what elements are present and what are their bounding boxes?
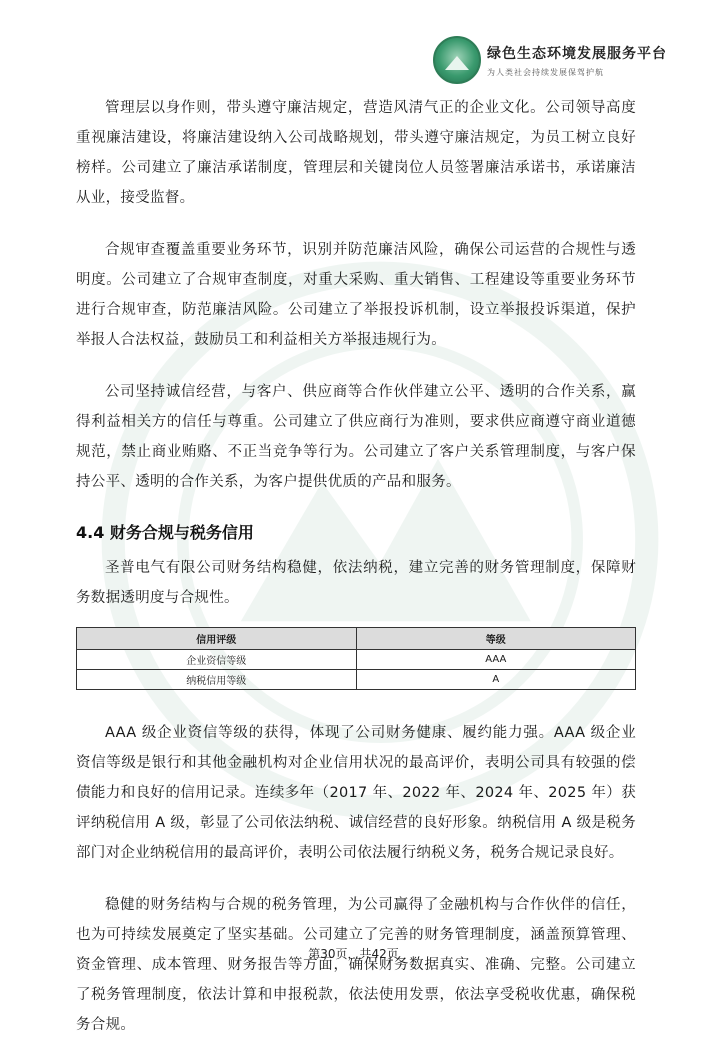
table-row [77,670,636,690]
table-row [77,650,636,670]
paragraph: 公司坚持诚信经营，与客户、供应商等合作伙伴建立公平、透明的合作关系，赢得利益相关方的信任与尊重。公司建立了供应商行为准则，要求供应商遵守商业道德规范，禁止商业贿赂、不正当竞争等行为。公司建立了客户关系管理制度，与客户保持公平、透明的合作关系，为客户提供优质的产品和服务。 [76,384,636,490]
section-heading: 4.4 财务合规与税务信用 [76,523,254,542]
table-cell: AAA [356,650,636,670]
table-cell: A [356,670,636,690]
platform-subtitle: 为人类社会持续发展保驾护航 [487,67,604,77]
table-cell: 企业资信等级 [77,650,357,670]
credit-rating-table [76,627,636,690]
paragraph: AAA 级企业资信等级的获得，体现了公司财务健康、履约能力强。AAA 级企业资信等级是银行和其他金融机构对企业信用状况的最高评价，表明公司具有较强的偿债能力和良好的信用记录。连续多年（2017 年、2022 年、2024 年、2025 年）获评纳税信用 A 级，彰显了公司依法纳税、诚信经营的良好形象。纳税信用 A 级是税务部门对企业纳税信用的最高评价，表明公司依法履行纳税义务，税务合规记录良好。 [76,725,636,861]
column-header: 等级 [356,628,636,650]
page-header [433,30,667,90]
section-intro: 圣普电气有限公司财务结构稳健，依法纳税，建立完善的财务管理制度，保障财务数据透明度与合规性。 [76,560,636,606]
table-cell: 纳税信用等级 [77,670,357,690]
table-header-row [77,628,636,650]
paragraph: 合规审查覆盖重要业务环节，识别并防范廉洁风险，确保公司运营的合规性与透明度。公司建立了合规审查制度，对重大采购、重大销售、工程建设等重要业务环节进行合规审查，防范廉洁风险。公司建立了举报投诉机制，设立举报投诉渠道，保护举报人合法权益，鼓励员工和利益相关方举报违规行为。 [76,242,636,348]
column-header: 信用评级 [77,628,357,650]
platform-logo-icon [433,36,481,84]
platform-title: 绿色生态环境发展服务平台 [487,45,667,62]
paragraph: 管理层以身作则，带头遵守廉洁规定，营造风清气正的企业文化。公司领导高度重视廉洁建设，将廉洁建设纳入公司战略规划，带头遵守廉洁规定，为员工树立良好榜样。公司建立了廉洁承诺制度，管理层和关键岗位人员签署廉洁承诺书，承诺廉洁从业，接受监督。 [76,100,636,206]
page-number: 第30页，共42页 [308,947,399,961]
document-body [76,93,636,1062]
paragraph: 稳健的财务结构与合规的税务管理，为公司赢得了金融机构与合作伙伴的信任，也为可持续发展奠定了坚实基础。公司建立了完善的财务管理制度，涵盖预算管理、资金管理、成本管理、财务报告等方面，确保财务数据真实、准确、完整。公司建立了税务管理制度，依法计算和申报税款，依法使用发票，依法享受税收优惠，确保税务合规。 [76,897,636,1033]
